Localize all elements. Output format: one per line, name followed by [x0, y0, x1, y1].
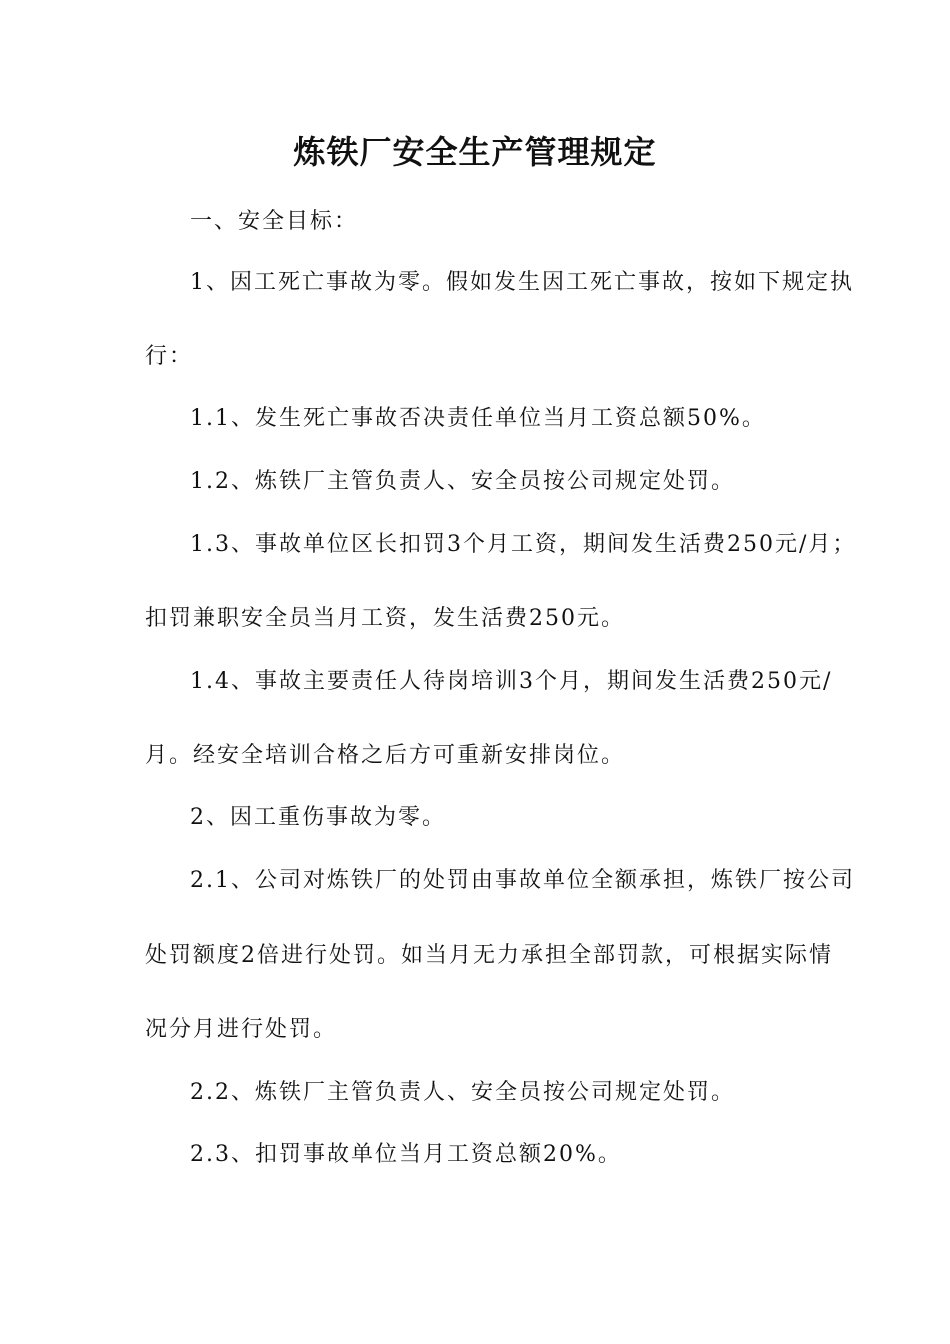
clause-2: 2、因工重伤事故为零。 [190, 805, 446, 830]
clause-1-3: 1.3、事故单位区长扣罚3个月工资，期间发生活费250元/月； [190, 532, 857, 557]
clause-2-1-continued-a: 处罚额度2倍进行处罚。如当月无力承担全部罚款，可根据实际情 [145, 943, 833, 968]
clause-2-1: 2.1、公司对炼铁厂的处罚由事故单位全额承担，炼铁厂按公司 [190, 868, 855, 893]
clause-2-1-continued-b: 况分月进行处罚。 [145, 1017, 338, 1042]
clause-2-3: 2.3、扣罚事故单位当月工资总额20%。 [190, 1142, 622, 1167]
document-title: 炼铁厂安全生产管理规定 [293, 133, 657, 171]
clause-1-continued: 行： [145, 344, 194, 369]
clause-2-2: 2.2、炼铁厂主管负责人、安全员按公司规定处罚。 [190, 1080, 735, 1105]
clause-1: 1、因工死亡事故为零。假如发生因工死亡事故，按如下规定执 [190, 270, 854, 295]
clause-1-4-continued: 月。经安全培训合格之后方可重新安排岗位。 [145, 743, 626, 768]
section-heading-safety-goals: 一、安全目标： [190, 209, 359, 234]
clause-1-3-continued: 扣罚兼职安全员当月工资，发生活费250元。 [145, 606, 625, 631]
clause-1-2: 1.2、炼铁厂主管负责人、安全员按公司规定处罚。 [190, 469, 735, 494]
clause-1-1: 1.1、发生死亡事故否决责任单位当月工资总额50%。 [190, 406, 766, 431]
clause-1-4: 1.4、事故主要责任人待岗培训3个月，期间发生活费250元/ [190, 669, 833, 694]
